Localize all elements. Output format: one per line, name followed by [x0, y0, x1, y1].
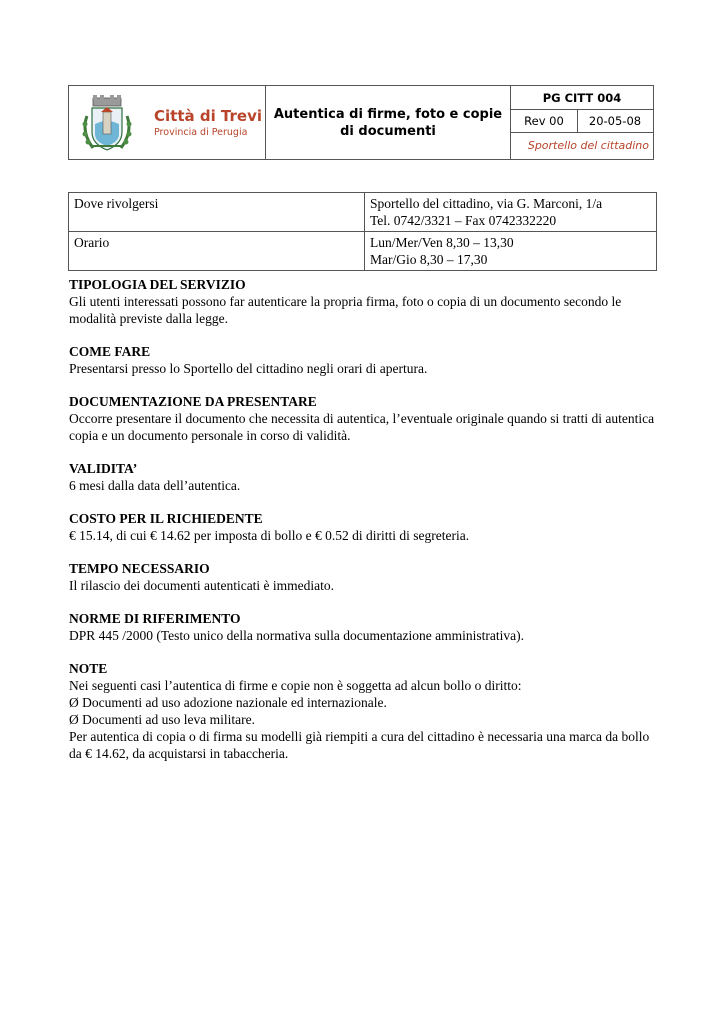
province-name: Provincia di Perugia [154, 127, 248, 138]
section-heading: NOTE [69, 661, 108, 676]
section-text: DPR 445 /2000 (Testo unico della normativa sulla documentazione amministrativa). [69, 628, 524, 643]
section-come-fare [69, 343, 659, 377]
address-line: Sportello del cittadino, via G. Marconi, 1/a [370, 196, 603, 211]
section-heading: TEMPO NECESSARIO [69, 561, 210, 576]
section-norme [69, 610, 659, 644]
document-header [68, 85, 654, 160]
table-row [69, 232, 657, 271]
list-item: Ø Documenti ad uso adozione nazionale ed internazionale. [69, 695, 387, 710]
section-tempo [69, 560, 659, 594]
section-heading: COME FARE [69, 344, 151, 359]
section-heading: NORME DI RIFERIMENTO [69, 611, 241, 626]
section-text: 6 mesi dalla data dell’autentica. [69, 478, 241, 493]
section-heading: DOCUMENTAZIONE DA PRESENTARE [69, 394, 317, 409]
section-heading: TIPOLOGIA DEL SERVIZIO [69, 277, 246, 292]
revision-number: Rev 00 [511, 110, 578, 133]
section-tipologia [69, 276, 659, 327]
section-text: Gli utenti interessati possono far autenticare la propria firma, foto o copia di un documento secondo le modalità previste dalla legge. [69, 294, 622, 326]
phone-line: Tel. 0742/3321 – Fax 0742332220 [370, 213, 557, 228]
section-validita [69, 460, 659, 494]
section-text: Il rilascio dei documenti autenticati è immediato. [69, 578, 335, 593]
city-crest-icon [79, 94, 135, 154]
hours-line: Mar/Gio 8,30 – 17,30 [370, 252, 488, 267]
document-body [69, 276, 659, 778]
where-value [365, 193, 657, 232]
section-text: Presentarsi presso lo Sportello del cittadino negli orari di apertura. [69, 361, 428, 376]
section-note [69, 660, 659, 762]
section-text: Occorre presentare il documento che necessita di autentica, l’eventuale originale quando si tratti di autentica copia e un documento personale in corso di validità. [69, 411, 655, 443]
header-logo-cell [69, 86, 266, 159]
office-name: Sportello del cittadino [527, 139, 649, 152]
where-label: Dove rivolgersi [69, 193, 365, 232]
section-heading: VALIDITA’ [69, 461, 138, 476]
table-row [69, 193, 657, 232]
section-text: Per autentica di copia o di firma su modelli già riempiti a cura del cittadino è necessaria una marca da bollo da € 14.62, da acquistarsi in tabaccheria. [69, 729, 650, 761]
section-text: Nei seguenti casi l’autentica di firme e copie non è soggetta ad alcun bollo o diritto: [69, 678, 522, 693]
hours-label: Orario [69, 232, 365, 271]
revision-date: 20-05-08 [588, 114, 642, 128]
section-documentazione [69, 393, 659, 444]
info-table [68, 192, 657, 271]
revision-row [511, 110, 653, 133]
hours-value [365, 232, 657, 271]
list-item: Ø Documenti ad uso leva militare. [69, 712, 255, 727]
city-name: Città di Trevi [154, 107, 263, 125]
hours-line: Lun/Mer/Ven 8,30 – 13,30 [370, 235, 514, 250]
section-text: € 15.14, di cui € 14.62 per imposta di bollo e € 0.52 di diritti di segreteria. [69, 528, 470, 543]
section-heading: COSTO PER IL RICHIEDENTE [69, 511, 263, 526]
section-costo [69, 510, 659, 544]
document-title: Autentica di firme, foto e copie di documenti [266, 86, 511, 159]
document-code: PG CITT 004 [511, 86, 653, 110]
